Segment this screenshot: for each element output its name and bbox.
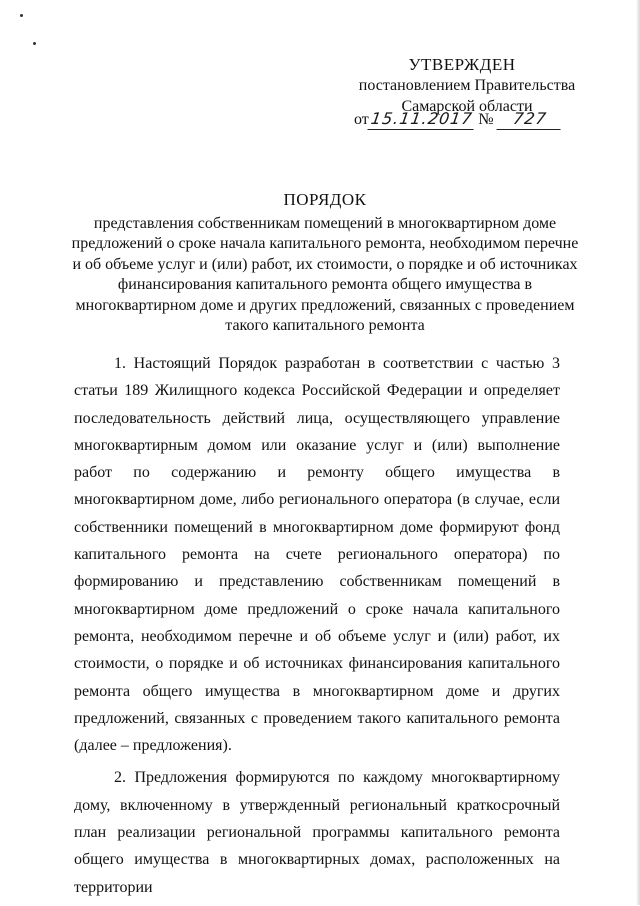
handwritten-date: 15.11.2017 — [367, 108, 476, 130]
paragraph-2: 2. Предложения формируются по каждому многоквартирному дому, включенному в утвержденный региональный краткосрочный план реализации региональной программы капитального ремонта общего имущества в многоквартирных домах, расположенных на территории — [74, 769, 560, 896]
subtitle-line: такого капитального ремонта — [225, 317, 425, 334]
scan-speck — [33, 42, 36, 45]
approval-line-1: постановлением Правительства — [358, 77, 576, 94]
subtitle-line: многоквартирном доме и других предложений, связанных с проведением — [75, 296, 575, 314]
date-prefix: от — [354, 111, 369, 128]
subtitle-line: предложений о сроке начала капитального ремонта, необходимом перечне — [71, 235, 579, 252]
number-prefix: № — [478, 111, 494, 128]
subtitle-line: и об объеме услуг и (или) работ, их стоимости, о порядке и об источниках — [72, 255, 578, 273]
approval-date-line — [354, 108, 562, 130]
subtitle-line: финансирования капитального ремонта общего имущества в — [117, 276, 533, 293]
scan-speck — [20, 14, 23, 17]
approval-title: УТВЕРЖДЕН — [408, 55, 516, 74]
approval-block — [352, 54, 582, 128]
scan-edge — [636, 0, 640, 905]
paragraph-1: 1. Настоящий Порядок разработан в соответствии с частью 3 статьи 189 Жилищного кодекса Российской Федерации и определяет последовательность действий лица, осуществляющего управление многоквартирным домом или оказание услуг и (или) выполнение работ по содержанию и ремонту общего имущества в многоквартирном доме, либо регионального оператора (в случае, если собственники помещений в многоквартирном доме формируют фонд капитального ремонта на счете регионального оператора) по формированию и представлению собственникам помещений в многоквартирном доме предложений о сроке начала капитального ремонта, необходимом перечне и об объеме услуг и (или) работ, их стоимости, о порядке и об источниках финансирования капитального ремонта общего имущества в многоквартирном доме и других предложений, связанных с проведением такого капитального ремонта (далее – предложения). — [74, 355, 560, 755]
document-title: ПОРЯДОК — [283, 190, 367, 209]
document-title-block — [60, 190, 590, 337]
subtitle-line: представления собственникам помещений в многоквартирном доме — [93, 214, 557, 232]
document-body — [74, 350, 560, 906]
approval-line-2: Самарской области — [401, 98, 533, 115]
handwritten-number: 727 — [496, 108, 563, 130]
